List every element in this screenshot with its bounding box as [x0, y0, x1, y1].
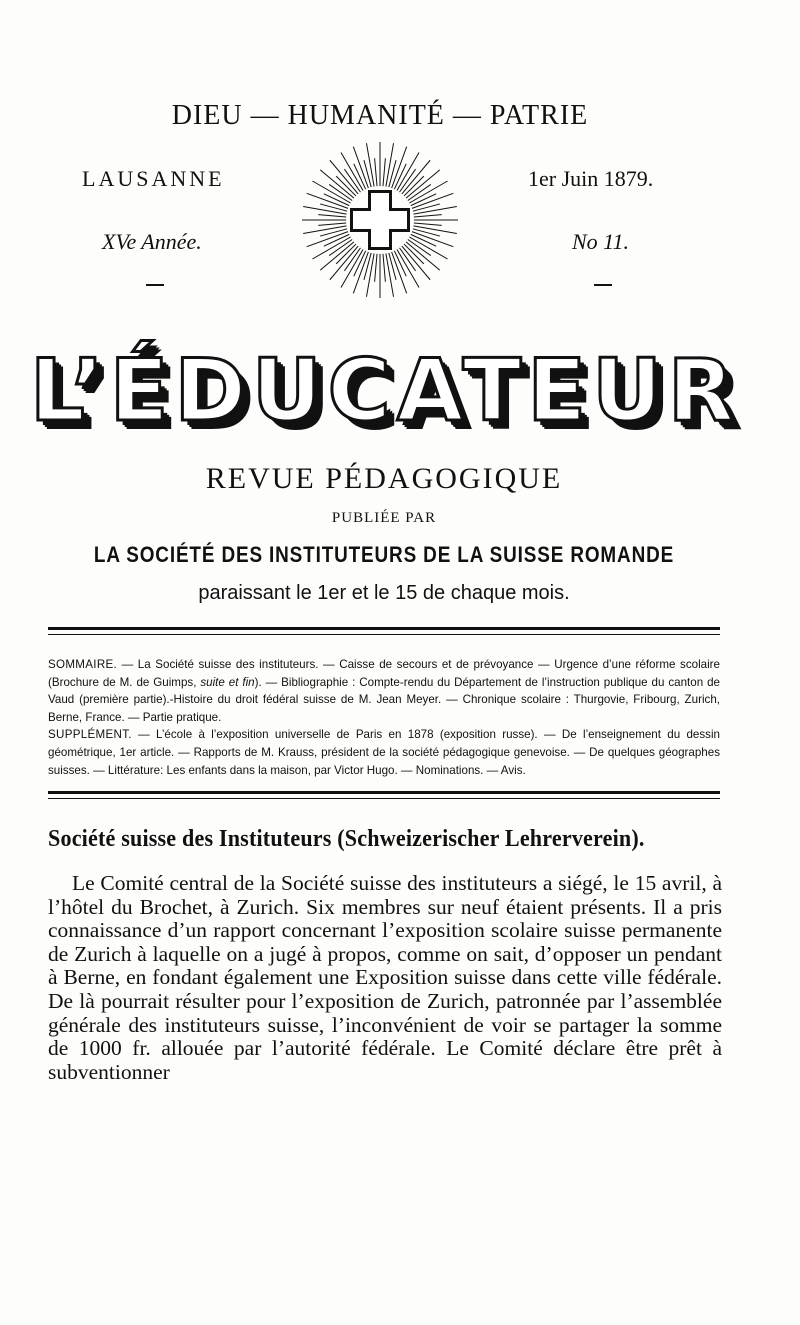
swiss-cross-sunburst-icon: [300, 142, 460, 312]
sunburst-ray: [366, 253, 374, 296]
subtitle: REVUE PÉDAGOGIQUE: [205, 462, 563, 495]
sunburst-ray: [386, 253, 394, 296]
divider-dash-right: [594, 284, 612, 286]
double-rule-bottom: [48, 791, 720, 794]
city: LAUSANNE: [82, 166, 225, 191]
sunburst-ray: [303, 206, 346, 214]
double-rule-top: [48, 627, 720, 630]
sommaire-italic: suite et fin: [200, 675, 255, 689]
sunburst-ray: [330, 160, 358, 194]
sunburst-ray: [383, 254, 385, 282]
supplement-label: SUPPLÉMENT.: [48, 728, 132, 742]
motto: DIEU — HUMANITÉ — PATRIE: [171, 100, 589, 131]
sunburst-ray: [366, 143, 374, 186]
sunburst-ray: [413, 206, 456, 214]
sunburst-ray: [320, 170, 354, 198]
publication-frequency: paraissant le 1er et le 15 de chaque mois.: [198, 582, 570, 604]
sunburst-ray: [406, 242, 440, 270]
sunburst-ray: [406, 170, 440, 198]
sunburst-ray: [414, 223, 442, 225]
sunburst-ray: [375, 158, 377, 186]
article-body: Le Comité central de la Société suisse des instituteurs a siégé, le 15 avril, à l’hôtel du Brochet, à Zurich. Six membres sur neuf étaient présents. Il a pris connaissance d’un rapport concernant l’exposition scolaire suisse permanente de Zurich à laquelle on a jugé à propos, comme on sait, d’opposer un pendant à Berne, en fondant également une Exposition suisse dans cette ville fédérale. De là pourrait résulter pour l’exposition de Zurich, patronnée par l’assemblée générale des instituteurs suisse, l’inconvénient de voir se partager la somme de 1000 fr. allouée par l’autorité fédérale. Le Comité déclare être prêt à subventionner: [48, 871, 722, 1084]
sommaire-label: SOMMAIRE.: [48, 658, 118, 671]
divider-dash-left: [146, 284, 164, 286]
sunburst-ray: [414, 215, 442, 217]
sunburst-ray: [318, 223, 346, 225]
sommaire-paragraph: [48, 656, 720, 726]
issue-date: 1er Juin 1879.: [528, 166, 654, 191]
masthead-title: L’ÉDUCATEUR: [30, 341, 741, 441]
table-of-contents: [48, 656, 720, 779]
sunburst-ray: [402, 160, 430, 194]
sunburst-ray: [383, 158, 385, 186]
sunburst-ray: [413, 226, 456, 234]
published-by: PUBLIÉE PAR: [331, 510, 437, 526]
sunburst-ray: [330, 246, 358, 280]
sommaire-text-b: ). — Bibliographie : Compte-rendu du Département de l’instruction publique du canton de Vaud (première partie).-Histoire du droit fédéral suisse de M. Jean Meyer. — Chronique scolaire : Thurgovie, Fribourg, Zurich, Berne, France. — Partie pratique.: [48, 675, 720, 724]
sunburst-ray: [320, 242, 354, 270]
sunburst-ray: [303, 226, 346, 234]
sunburst-ray: [386, 143, 394, 186]
supplement-paragraph: [48, 726, 720, 779]
article-title: Société suisse des Instituteurs (Schweizerischer Lehrerverein).: [48, 826, 645, 852]
supplement-text: — L’école à l’exposition universelle de Paris en 1878 (exposition russe). — De l’enseignement du dessin géométrique, 1er article. — Rapports de M. Krauss, président de la société pédagogique genevoise. — De quelques géographes suisses. — Littérature: Les enfants dans la maison, par Victor Hugo. — Nominations. — Avis.: [48, 728, 720, 777]
double-rule-top-thin: [48, 634, 720, 635]
sommaire-text-a: — La Société suisse des instituteurs. — Caisse de secours et de prévoyance — Urgence d’une réforme scolaire (Brochure de M. de Guimps,: [48, 658, 720, 689]
double-rule-bottom-thin: [48, 798, 720, 799]
issue-number: No 11.: [572, 229, 630, 254]
society-name: LA SOCIÉTÉ DES INSTITUTEURS DE LA SUISSE ROMANDE: [93, 542, 675, 567]
sunburst-ray: [375, 254, 377, 282]
sunburst-ray: [318, 215, 346, 217]
volume-year: XVe Année.: [102, 229, 202, 254]
sunburst-ray: [402, 246, 430, 280]
